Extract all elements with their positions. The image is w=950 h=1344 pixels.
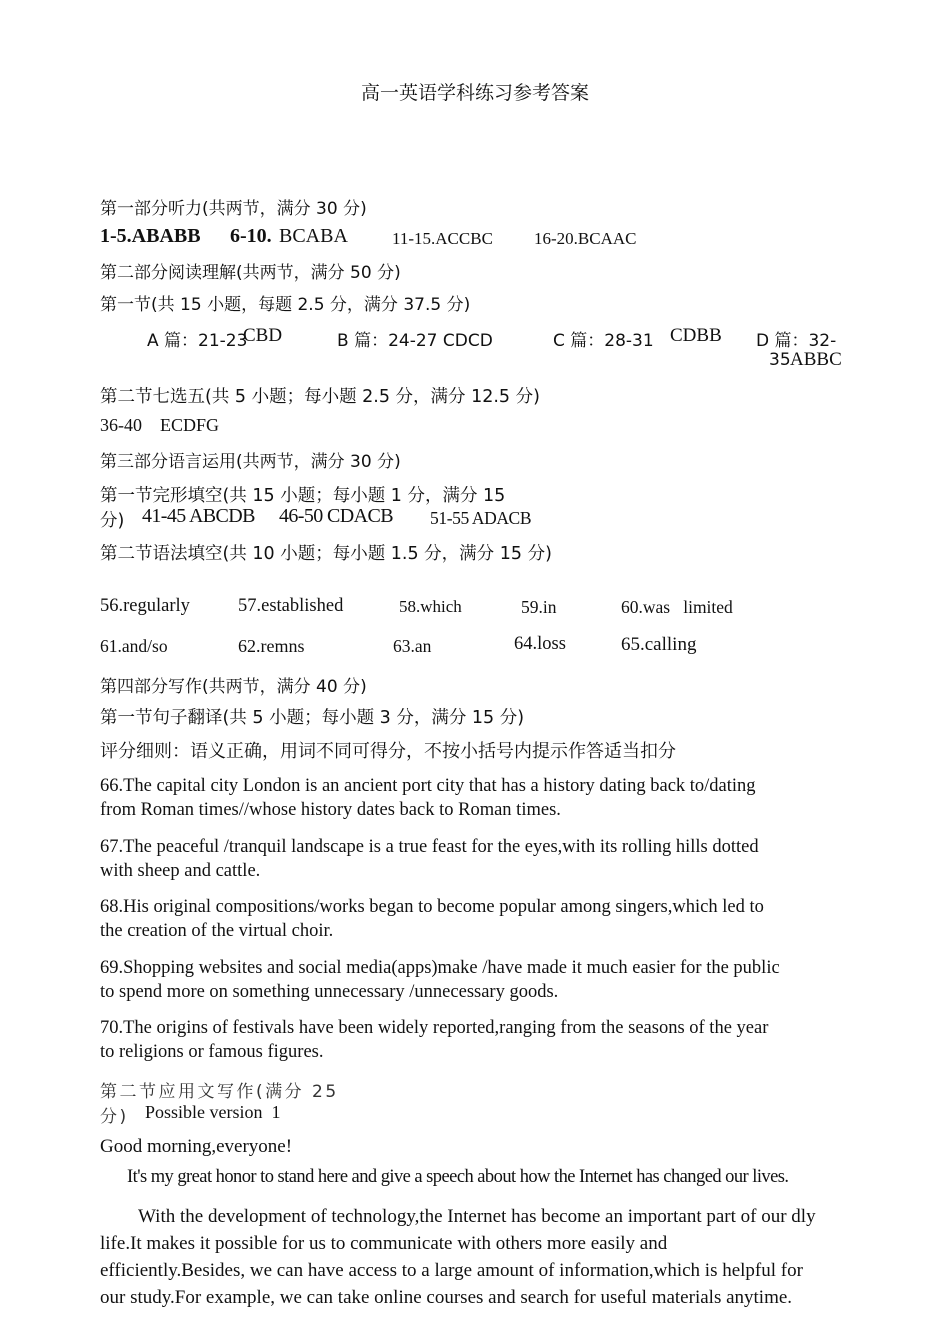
answer-6-10: BCABA — [279, 225, 348, 247]
part4-section2-heading-cont: 分) — [100, 1107, 129, 1127]
answer-46-50: 46-50 CDACB — [279, 505, 393, 527]
speech-paragraph-2-line2: life.It makes it possible for us to communicate with others more easily and — [100, 1233, 668, 1254]
translation-70-line1: 70.The origins of festivals have been widely reported,ranging from the seasons of the year — [100, 1018, 769, 1038]
answer-64: 64.loss — [514, 634, 566, 654]
translation-69 — [100, 956, 840, 1004]
passage-d-answers: ABBC — [790, 349, 842, 370]
document-title: 高一英语学科练习参考答案 — [360, 82, 589, 104]
speech-paragraph-1: It's my great honor to stand here and give a speech about how the Internet has changed our lives. — [127, 1167, 789, 1187]
translation-66-line1: 66.The capital city London is an ancient port city that has a history dating back to/dating — [100, 776, 756, 796]
possible-version-label: Possible version 1 — [145, 1102, 281, 1122]
part3-section1-heading: 第一节完形填空(共 15 小题；每小题 1 分，满分 15 — [100, 486, 506, 506]
answer-65: 65.calling — [621, 634, 697, 655]
translation-70 — [100, 1016, 840, 1064]
translation-67 — [100, 835, 840, 883]
translation-66 — [100, 774, 840, 822]
scoring-rules: 评分细则：语义正确，用词不同可得分，不按小括号内提示作答适当扣分 — [100, 741, 676, 762]
speech-paragraph-2-line3: efficiently.Besides, we can have access to a large amount of information,which is helpful for — [100, 1260, 803, 1281]
speech-paragraph-2-line1: With the development of technology,the Internet has become an important part of our dly — [138, 1206, 816, 1227]
answer-60: 60.was limited — [621, 597, 733, 617]
answer-59: 59.in — [521, 597, 557, 617]
passage-a-label: A 篇：21-23 — [147, 331, 248, 351]
translation-66-line2: from Roman times//whose history dates back to Roman times. — [100, 800, 561, 820]
part2-section1-heading: 第一节(共 15 小题，每题 2.5 分，满分 37.5 分) — [100, 295, 471, 315]
answer-51-55: 51-55 ADACB — [430, 508, 532, 528]
answer-36-40: 36-40 ECDFG — [100, 415, 220, 435]
speech-paragraph-2-line4: our study.For example, we can take online courses and search for useful materials anytime. — [100, 1287, 793, 1308]
part4-section1-heading: 第一节句子翻译(共 5 小题；每小题 3 分，满分 15 分) — [100, 708, 525, 728]
answer-63: 63.an — [393, 636, 432, 656]
answer-62: 62.remns — [238, 636, 305, 656]
passage-d-answers-prefix: 35 — [769, 350, 791, 370]
translation-69-line2: to spend more on something unnecessary /unnecessary goods. — [100, 982, 559, 1002]
answer-41-45: 41-45 ABCDB — [142, 505, 255, 527]
answer-56: 56.regularly — [100, 596, 190, 616]
passage-c-answers: CDBB — [670, 325, 722, 346]
part2-section2-heading: 第二节七选五(共 5 小题；每小题 2.5 分，满分 12.5 分) — [100, 387, 540, 407]
speech-greeting: Good morning,everyone! — [100, 1136, 293, 1157]
translation-69-line1: 69.Shopping websites and social media(apps)make /have made it much easier for the public — [100, 958, 780, 978]
answer-58: 58.which — [399, 597, 462, 616]
part4-section2-heading: 第二节应用文写作(满分 25 — [100, 1082, 339, 1102]
answer-6-10-label: 6-10. — [230, 225, 272, 247]
passage-a-answers: CBD — [243, 325, 283, 346]
answer-57: 57.established — [238, 596, 344, 616]
part2-heading: 第二部分阅读理解(共两节，满分 50 分) — [100, 263, 401, 283]
passage-d-label: D 篇：32- — [756, 331, 837, 351]
answer-1-5: 1-5.ABABB — [100, 225, 201, 247]
translation-68 — [100, 895, 840, 943]
part1-heading: 第一部分听力(共两节，满分 30 分) — [100, 199, 367, 219]
part3-heading: 第三部分语言运用(共两节，满分 30 分) — [100, 452, 401, 472]
speech-paragraph-2 — [100, 1203, 840, 1311]
passage-b-answers: B 篇：24-27 CDCD — [337, 331, 493, 351]
passage-c-label: C 篇：28-31 — [553, 331, 654, 351]
translation-67-line1: 67.The peaceful /tranquil landscape is a true feast for the eyes,with its rolling hills dotted — [100, 837, 759, 857]
answer-16-20: 16-20.BCAAC — [534, 229, 637, 248]
part3-section2-heading: 第二节语法填空(共 10 小题；每小题 1.5 分，满分 15 分) — [100, 544, 552, 564]
answer-61: 61.and/so — [100, 636, 168, 656]
part3-section1-heading-cont: 分) — [100, 511, 125, 531]
translation-70-line2: to religions or famous figures. — [100, 1042, 324, 1062]
translation-68-line2: the creation of the virtual choir. — [100, 921, 334, 941]
answer-11-15: 11-15.ACCBC — [392, 229, 493, 248]
translation-68-line1: 68.His original compositions/works began to become popular among singers,which led to — [100, 897, 764, 917]
part4-heading: 第四部分写作(共两节，满分 40 分) — [100, 677, 367, 697]
translation-67-line2: with sheep and cattle. — [100, 861, 261, 881]
